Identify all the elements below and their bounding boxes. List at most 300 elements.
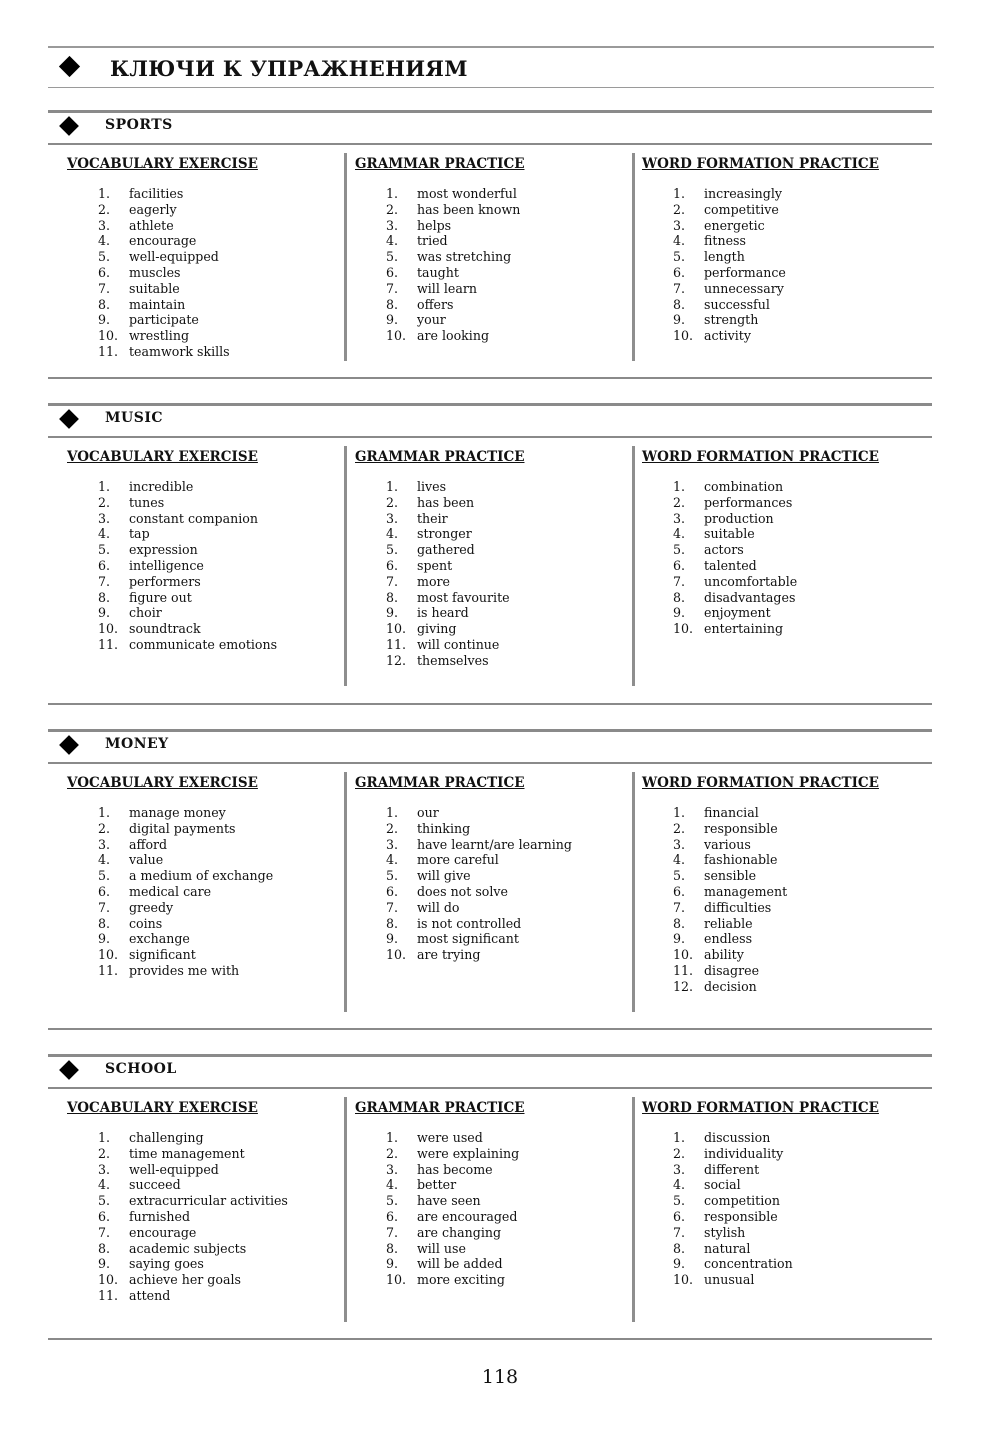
item-number: 12. bbox=[673, 978, 694, 994]
list-item bbox=[355, 297, 525, 313]
list-item bbox=[355, 1177, 525, 1193]
list-item bbox=[355, 281, 525, 297]
column-title: VOCABULARY EXERCISE bbox=[67, 1100, 258, 1116]
item-number: 3. bbox=[673, 1161, 686, 1177]
answer-text: discussion bbox=[704, 1130, 771, 1145]
answer-text: endless bbox=[704, 931, 753, 947]
item-number: 2. bbox=[98, 820, 111, 836]
answer-text: coins bbox=[129, 915, 163, 931]
section-music bbox=[48, 403, 932, 703]
item-number: 1. bbox=[386, 1130, 399, 1145]
item-number: 8. bbox=[98, 589, 111, 605]
list-item bbox=[67, 621, 258, 637]
item-number: 3. bbox=[673, 510, 686, 526]
item-number: 7. bbox=[386, 573, 399, 589]
column-title: GRAMMAR PRACTICE bbox=[355, 449, 525, 465]
list-item bbox=[355, 1146, 525, 1162]
column-divider bbox=[344, 153, 347, 361]
item-number: 2. bbox=[673, 1145, 686, 1161]
item-number: 1. bbox=[673, 1130, 686, 1145]
list-item bbox=[355, 233, 525, 249]
section-title: SPORTS bbox=[105, 117, 173, 133]
answer-text: attend bbox=[129, 1287, 171, 1303]
section-bottom-rule bbox=[48, 1028, 932, 1030]
list-item bbox=[642, 328, 879, 344]
answer-text: management bbox=[704, 883, 788, 899]
list-item bbox=[67, 526, 258, 542]
answer-text: will be added bbox=[417, 1256, 503, 1272]
list-item bbox=[67, 900, 258, 916]
section-money bbox=[48, 729, 932, 1028]
diamond-icon bbox=[59, 1060, 79, 1080]
item-number: 8. bbox=[386, 915, 399, 931]
answer-text: well-equipped bbox=[129, 1161, 219, 1177]
section-header bbox=[48, 1054, 932, 1089]
list-item bbox=[67, 574, 258, 590]
answer-text: will use bbox=[417, 1240, 466, 1256]
answer-list bbox=[67, 1130, 288, 1304]
item-number: 6. bbox=[673, 264, 686, 280]
answer-list bbox=[642, 186, 879, 344]
answer-text: intelligence bbox=[129, 557, 204, 573]
item-number: 11. bbox=[386, 636, 407, 652]
item-number: 5. bbox=[386, 542, 399, 558]
item-number: 2. bbox=[98, 1145, 111, 1161]
item-number: 3. bbox=[386, 836, 399, 852]
item-number: 2. bbox=[673, 201, 686, 217]
answer-text: uncomfortable bbox=[704, 573, 798, 589]
answer-text: enjoyment bbox=[704, 605, 771, 621]
list-item bbox=[67, 233, 258, 249]
item-number: 1. bbox=[673, 805, 686, 820]
item-number: 6. bbox=[98, 883, 111, 899]
answer-text: production bbox=[704, 510, 774, 526]
list-item bbox=[642, 202, 879, 218]
item-number: 10. bbox=[98, 947, 119, 963]
item-number: 8. bbox=[673, 589, 686, 605]
item-number: 3. bbox=[673, 836, 686, 852]
answer-text: social bbox=[704, 1177, 741, 1193]
column-title: GRAMMAR PRACTICE bbox=[355, 775, 525, 791]
item-number: 11. bbox=[98, 962, 119, 978]
answer-text: disadvantages bbox=[704, 589, 796, 605]
answer-text: disagree bbox=[704, 962, 760, 978]
item-number: 6. bbox=[386, 883, 399, 899]
list-item bbox=[355, 558, 525, 574]
list-item bbox=[67, 479, 258, 495]
list-item bbox=[67, 1288, 258, 1304]
list-item bbox=[67, 931, 258, 947]
answer-text: challenging bbox=[129, 1130, 204, 1145]
list-item bbox=[642, 590, 879, 606]
list-item bbox=[67, 511, 258, 527]
item-number: 8. bbox=[673, 296, 686, 312]
answer-text: were explaining bbox=[417, 1145, 520, 1161]
section-title: SCHOOL bbox=[105, 1061, 177, 1077]
item-number: 7. bbox=[98, 899, 111, 915]
item-number: 1. bbox=[673, 479, 686, 494]
item-number: 8. bbox=[673, 1240, 686, 1256]
answer-text: digital payments bbox=[129, 820, 236, 836]
list-item bbox=[642, 249, 879, 265]
list-item bbox=[67, 590, 258, 606]
list-item bbox=[355, 1193, 525, 1209]
answer-list bbox=[355, 186, 525, 344]
item-number: 1. bbox=[673, 186, 686, 201]
item-number: 4. bbox=[98, 233, 111, 249]
item-number: 4. bbox=[98, 852, 111, 868]
answer-text: gathered bbox=[417, 542, 475, 558]
item-number: 5. bbox=[386, 868, 399, 884]
list-item bbox=[642, 495, 879, 511]
list-item bbox=[642, 916, 879, 932]
list-item bbox=[355, 621, 525, 637]
item-number: 3. bbox=[673, 217, 686, 233]
answer-text: encourage bbox=[129, 1224, 197, 1240]
answer-text: value bbox=[129, 852, 164, 868]
list-item bbox=[355, 249, 525, 265]
item-number: 4. bbox=[386, 233, 399, 249]
item-number: 3. bbox=[98, 217, 111, 233]
item-number: 5. bbox=[386, 249, 399, 265]
list-item bbox=[67, 297, 258, 313]
list-item bbox=[355, 1130, 525, 1146]
list-item bbox=[642, 1225, 879, 1241]
item-number: 4. bbox=[673, 852, 686, 868]
answer-text: most favourite bbox=[417, 589, 510, 605]
answer-text: does not solve bbox=[417, 883, 508, 899]
answer-text: activity bbox=[704, 328, 751, 344]
item-number: 6. bbox=[98, 264, 111, 280]
column-divider bbox=[344, 446, 347, 686]
list-item bbox=[642, 574, 879, 590]
item-number: 3. bbox=[386, 217, 399, 233]
item-number: 6. bbox=[386, 264, 399, 280]
list-item bbox=[67, 1225, 258, 1241]
answer-text: succeed bbox=[129, 1177, 181, 1193]
item-number: 5. bbox=[673, 1193, 686, 1209]
list-item bbox=[355, 868, 525, 884]
section-header bbox=[48, 403, 932, 438]
diamond-icon bbox=[59, 56, 80, 77]
list-item bbox=[642, 900, 879, 916]
answer-text: unusual bbox=[704, 1272, 755, 1288]
list-item bbox=[355, 511, 525, 527]
item-number: 4. bbox=[673, 1177, 686, 1193]
list-item bbox=[642, 1146, 879, 1162]
list-item bbox=[642, 605, 879, 621]
list-item bbox=[355, 590, 525, 606]
list-item bbox=[642, 852, 879, 868]
list-item bbox=[67, 249, 258, 265]
column-title: GRAMMAR PRACTICE bbox=[355, 1100, 525, 1116]
diamond-icon bbox=[59, 116, 79, 136]
item-number: 6. bbox=[386, 557, 399, 573]
list-item bbox=[355, 947, 525, 963]
item-number: 2. bbox=[386, 1145, 399, 1161]
item-number: 9. bbox=[673, 605, 686, 621]
item-number: 6. bbox=[673, 1208, 686, 1224]
column-title: WORD FORMATION PRACTICE bbox=[642, 775, 879, 791]
item-number: 10. bbox=[386, 328, 407, 344]
item-number: 2. bbox=[386, 494, 399, 510]
list-item bbox=[642, 931, 879, 947]
answer-text: wrestling bbox=[129, 328, 190, 344]
item-number: 5. bbox=[98, 868, 111, 884]
answer-text: furnished bbox=[129, 1208, 191, 1224]
item-number: 6. bbox=[673, 883, 686, 899]
word-formation-practice-column bbox=[642, 156, 879, 344]
item-number: 9. bbox=[98, 1256, 111, 1272]
item-number: 5. bbox=[98, 542, 111, 558]
list-item bbox=[67, 265, 258, 281]
list-item bbox=[642, 312, 879, 328]
answer-text: fashionable bbox=[704, 852, 778, 868]
answer-text: combination bbox=[704, 479, 784, 494]
vocabulary-exercise-column bbox=[67, 1100, 288, 1304]
list-item bbox=[642, 542, 879, 558]
list-item bbox=[67, 495, 258, 511]
section-school bbox=[48, 1054, 932, 1338]
list-item bbox=[642, 1256, 879, 1272]
answer-text: has been known bbox=[417, 201, 521, 217]
list-item bbox=[355, 916, 525, 932]
list-item bbox=[642, 558, 879, 574]
word-formation-practice-column bbox=[642, 1100, 879, 1288]
list-item bbox=[642, 297, 879, 313]
answer-text: entertaining bbox=[704, 621, 784, 637]
answer-text: a medium of exchange bbox=[129, 868, 274, 884]
list-item bbox=[642, 479, 879, 495]
grammar-practice-column bbox=[355, 1100, 525, 1288]
list-item bbox=[642, 1162, 879, 1178]
item-number: 10. bbox=[386, 947, 407, 963]
list-item bbox=[642, 1241, 879, 1257]
list-item bbox=[67, 542, 258, 558]
page-number: 118 bbox=[481, 1366, 519, 1388]
item-number: 5. bbox=[386, 1193, 399, 1209]
section-title: MONEY bbox=[105, 736, 169, 752]
list-item bbox=[355, 900, 525, 916]
list-item bbox=[355, 931, 525, 947]
item-number: 1. bbox=[98, 1130, 111, 1145]
page-title: КЛЮЧИ К УПРАЖНЕНИЯМ bbox=[110, 56, 468, 81]
answer-text: their bbox=[417, 510, 448, 526]
answer-text: tried bbox=[417, 233, 448, 249]
list-item bbox=[67, 1177, 258, 1193]
answer-text: participate bbox=[129, 312, 199, 328]
answer-text: have learnt/are learning bbox=[417, 836, 572, 852]
list-item bbox=[355, 1162, 525, 1178]
item-number: 9. bbox=[673, 931, 686, 947]
answer-text: natural bbox=[704, 1240, 751, 1256]
answer-text: fitness bbox=[704, 233, 746, 249]
item-number: 5. bbox=[673, 542, 686, 558]
list-item bbox=[67, 947, 258, 963]
answer-text: decision bbox=[704, 978, 757, 994]
answer-text: significant bbox=[129, 947, 196, 963]
column-divider bbox=[632, 772, 635, 1012]
item-number: 4. bbox=[386, 526, 399, 542]
list-item bbox=[355, 821, 525, 837]
answer-text: spent bbox=[417, 557, 453, 573]
list-item bbox=[355, 542, 525, 558]
item-number: 3. bbox=[98, 836, 111, 852]
item-number: 1. bbox=[98, 186, 111, 201]
list-item bbox=[355, 186, 525, 202]
item-number: 7. bbox=[673, 1224, 686, 1240]
list-item bbox=[355, 312, 525, 328]
answer-text: athlete bbox=[129, 217, 174, 233]
list-item bbox=[355, 495, 525, 511]
section-bottom-rule bbox=[48, 703, 932, 705]
column-title: GRAMMAR PRACTICE bbox=[355, 156, 525, 172]
list-item bbox=[642, 526, 879, 542]
item-number: 2. bbox=[673, 820, 686, 836]
list-item bbox=[642, 511, 879, 527]
list-item bbox=[355, 218, 525, 234]
section-header bbox=[48, 729, 932, 764]
answer-text: more careful bbox=[417, 852, 499, 868]
answer-text: our bbox=[417, 805, 439, 820]
list-item bbox=[67, 821, 258, 837]
answer-text: academic subjects bbox=[129, 1240, 247, 1256]
answer-text: expression bbox=[129, 542, 198, 558]
item-number: 7. bbox=[386, 899, 399, 915]
item-number: 5. bbox=[98, 1193, 111, 1209]
item-number: 4. bbox=[98, 526, 111, 542]
column-title: VOCABULARY EXERCISE bbox=[67, 156, 258, 172]
item-number: 1. bbox=[98, 805, 111, 820]
column-divider bbox=[632, 153, 635, 361]
answer-text: tunes bbox=[129, 494, 165, 510]
list-item bbox=[67, 281, 258, 297]
list-item bbox=[355, 328, 525, 344]
list-item bbox=[67, 186, 258, 202]
column-title: VOCABULARY EXERCISE bbox=[67, 775, 258, 791]
list-item bbox=[642, 218, 879, 234]
word-formation-practice-column bbox=[642, 449, 879, 637]
answer-text: more bbox=[417, 573, 450, 589]
answer-text: actors bbox=[704, 542, 744, 558]
list-item bbox=[355, 479, 525, 495]
column-divider bbox=[632, 1097, 635, 1322]
item-number: 1. bbox=[386, 186, 399, 201]
list-item bbox=[67, 202, 258, 218]
item-number: 5. bbox=[673, 249, 686, 265]
item-number: 11. bbox=[98, 343, 119, 359]
item-number: 12. bbox=[386, 652, 407, 668]
list-item bbox=[355, 1256, 525, 1272]
list-item bbox=[355, 884, 525, 900]
item-number: 9. bbox=[98, 312, 111, 328]
item-number: 4. bbox=[673, 233, 686, 249]
list-item bbox=[355, 526, 525, 542]
list-item bbox=[67, 805, 258, 821]
item-number: 6. bbox=[98, 557, 111, 573]
item-number: 3. bbox=[386, 1161, 399, 1177]
answer-text: most wonderful bbox=[417, 186, 517, 201]
header-rule-bottom bbox=[48, 87, 934, 88]
item-number: 11. bbox=[673, 962, 694, 978]
item-number: 2. bbox=[673, 494, 686, 510]
item-number: 4. bbox=[386, 852, 399, 868]
list-item bbox=[67, 868, 274, 884]
answer-text: is heard bbox=[417, 605, 469, 621]
answer-text: saying goes bbox=[129, 1256, 204, 1272]
list-item bbox=[355, 1209, 525, 1225]
answer-text: taught bbox=[417, 264, 459, 280]
answer-text: achieve her goals bbox=[129, 1272, 241, 1288]
item-number: 9. bbox=[98, 605, 111, 621]
answer-text: choir bbox=[129, 605, 162, 621]
answer-text: soundtrack bbox=[129, 621, 201, 637]
answer-text: greedy bbox=[129, 899, 174, 915]
answer-text: will do bbox=[417, 899, 460, 915]
list-item bbox=[642, 233, 879, 249]
answer-text: strength bbox=[704, 312, 759, 328]
answer-text: reliable bbox=[704, 915, 753, 931]
section-title: MUSIC bbox=[105, 410, 164, 426]
answer-text: increasingly bbox=[704, 186, 782, 201]
list-item bbox=[355, 574, 525, 590]
item-number: 7. bbox=[98, 573, 111, 589]
answer-text: constant companion bbox=[129, 510, 258, 526]
list-item bbox=[642, 805, 879, 821]
list-item bbox=[355, 805, 525, 821]
list-item bbox=[355, 1241, 525, 1257]
answer-text: different bbox=[704, 1161, 760, 1177]
item-number: 7. bbox=[673, 899, 686, 915]
answer-text: competitive bbox=[704, 201, 779, 217]
answer-text: figure out bbox=[129, 589, 192, 605]
list-item bbox=[67, 963, 258, 979]
diamond-icon bbox=[59, 409, 79, 429]
answer-text: have seen bbox=[417, 1193, 481, 1209]
list-item bbox=[642, 265, 879, 281]
answer-text: various bbox=[704, 836, 751, 852]
section-bottom-rule bbox=[48, 1338, 932, 1340]
answer-text: communicate emotions bbox=[129, 636, 278, 652]
answer-text: were used bbox=[417, 1130, 483, 1145]
item-number: 2. bbox=[98, 494, 111, 510]
answer-text: sensible bbox=[704, 868, 757, 884]
list-item bbox=[642, 963, 879, 979]
list-item bbox=[642, 1272, 879, 1288]
answer-list bbox=[642, 1130, 879, 1288]
item-number: 10. bbox=[673, 1272, 694, 1288]
answer-text: talented bbox=[704, 557, 757, 573]
item-number: 1. bbox=[98, 479, 111, 494]
answer-list bbox=[355, 479, 525, 669]
answer-text: will continue bbox=[417, 636, 500, 652]
answer-list bbox=[642, 805, 879, 995]
item-number: 3. bbox=[98, 1161, 111, 1177]
answer-text: are looking bbox=[417, 328, 490, 344]
item-number: 8. bbox=[386, 589, 399, 605]
item-number: 9. bbox=[386, 605, 399, 621]
item-number: 7. bbox=[98, 1224, 111, 1240]
answer-list bbox=[355, 805, 572, 963]
list-item bbox=[67, 1162, 258, 1178]
item-number: 10. bbox=[386, 1272, 407, 1288]
answer-text: will learn bbox=[417, 280, 477, 296]
answer-text: was stretching bbox=[417, 249, 512, 265]
list-item bbox=[67, 884, 258, 900]
header-rule-top bbox=[48, 46, 934, 48]
column-title: WORD FORMATION PRACTICE bbox=[642, 156, 879, 172]
column-divider bbox=[344, 1097, 347, 1322]
